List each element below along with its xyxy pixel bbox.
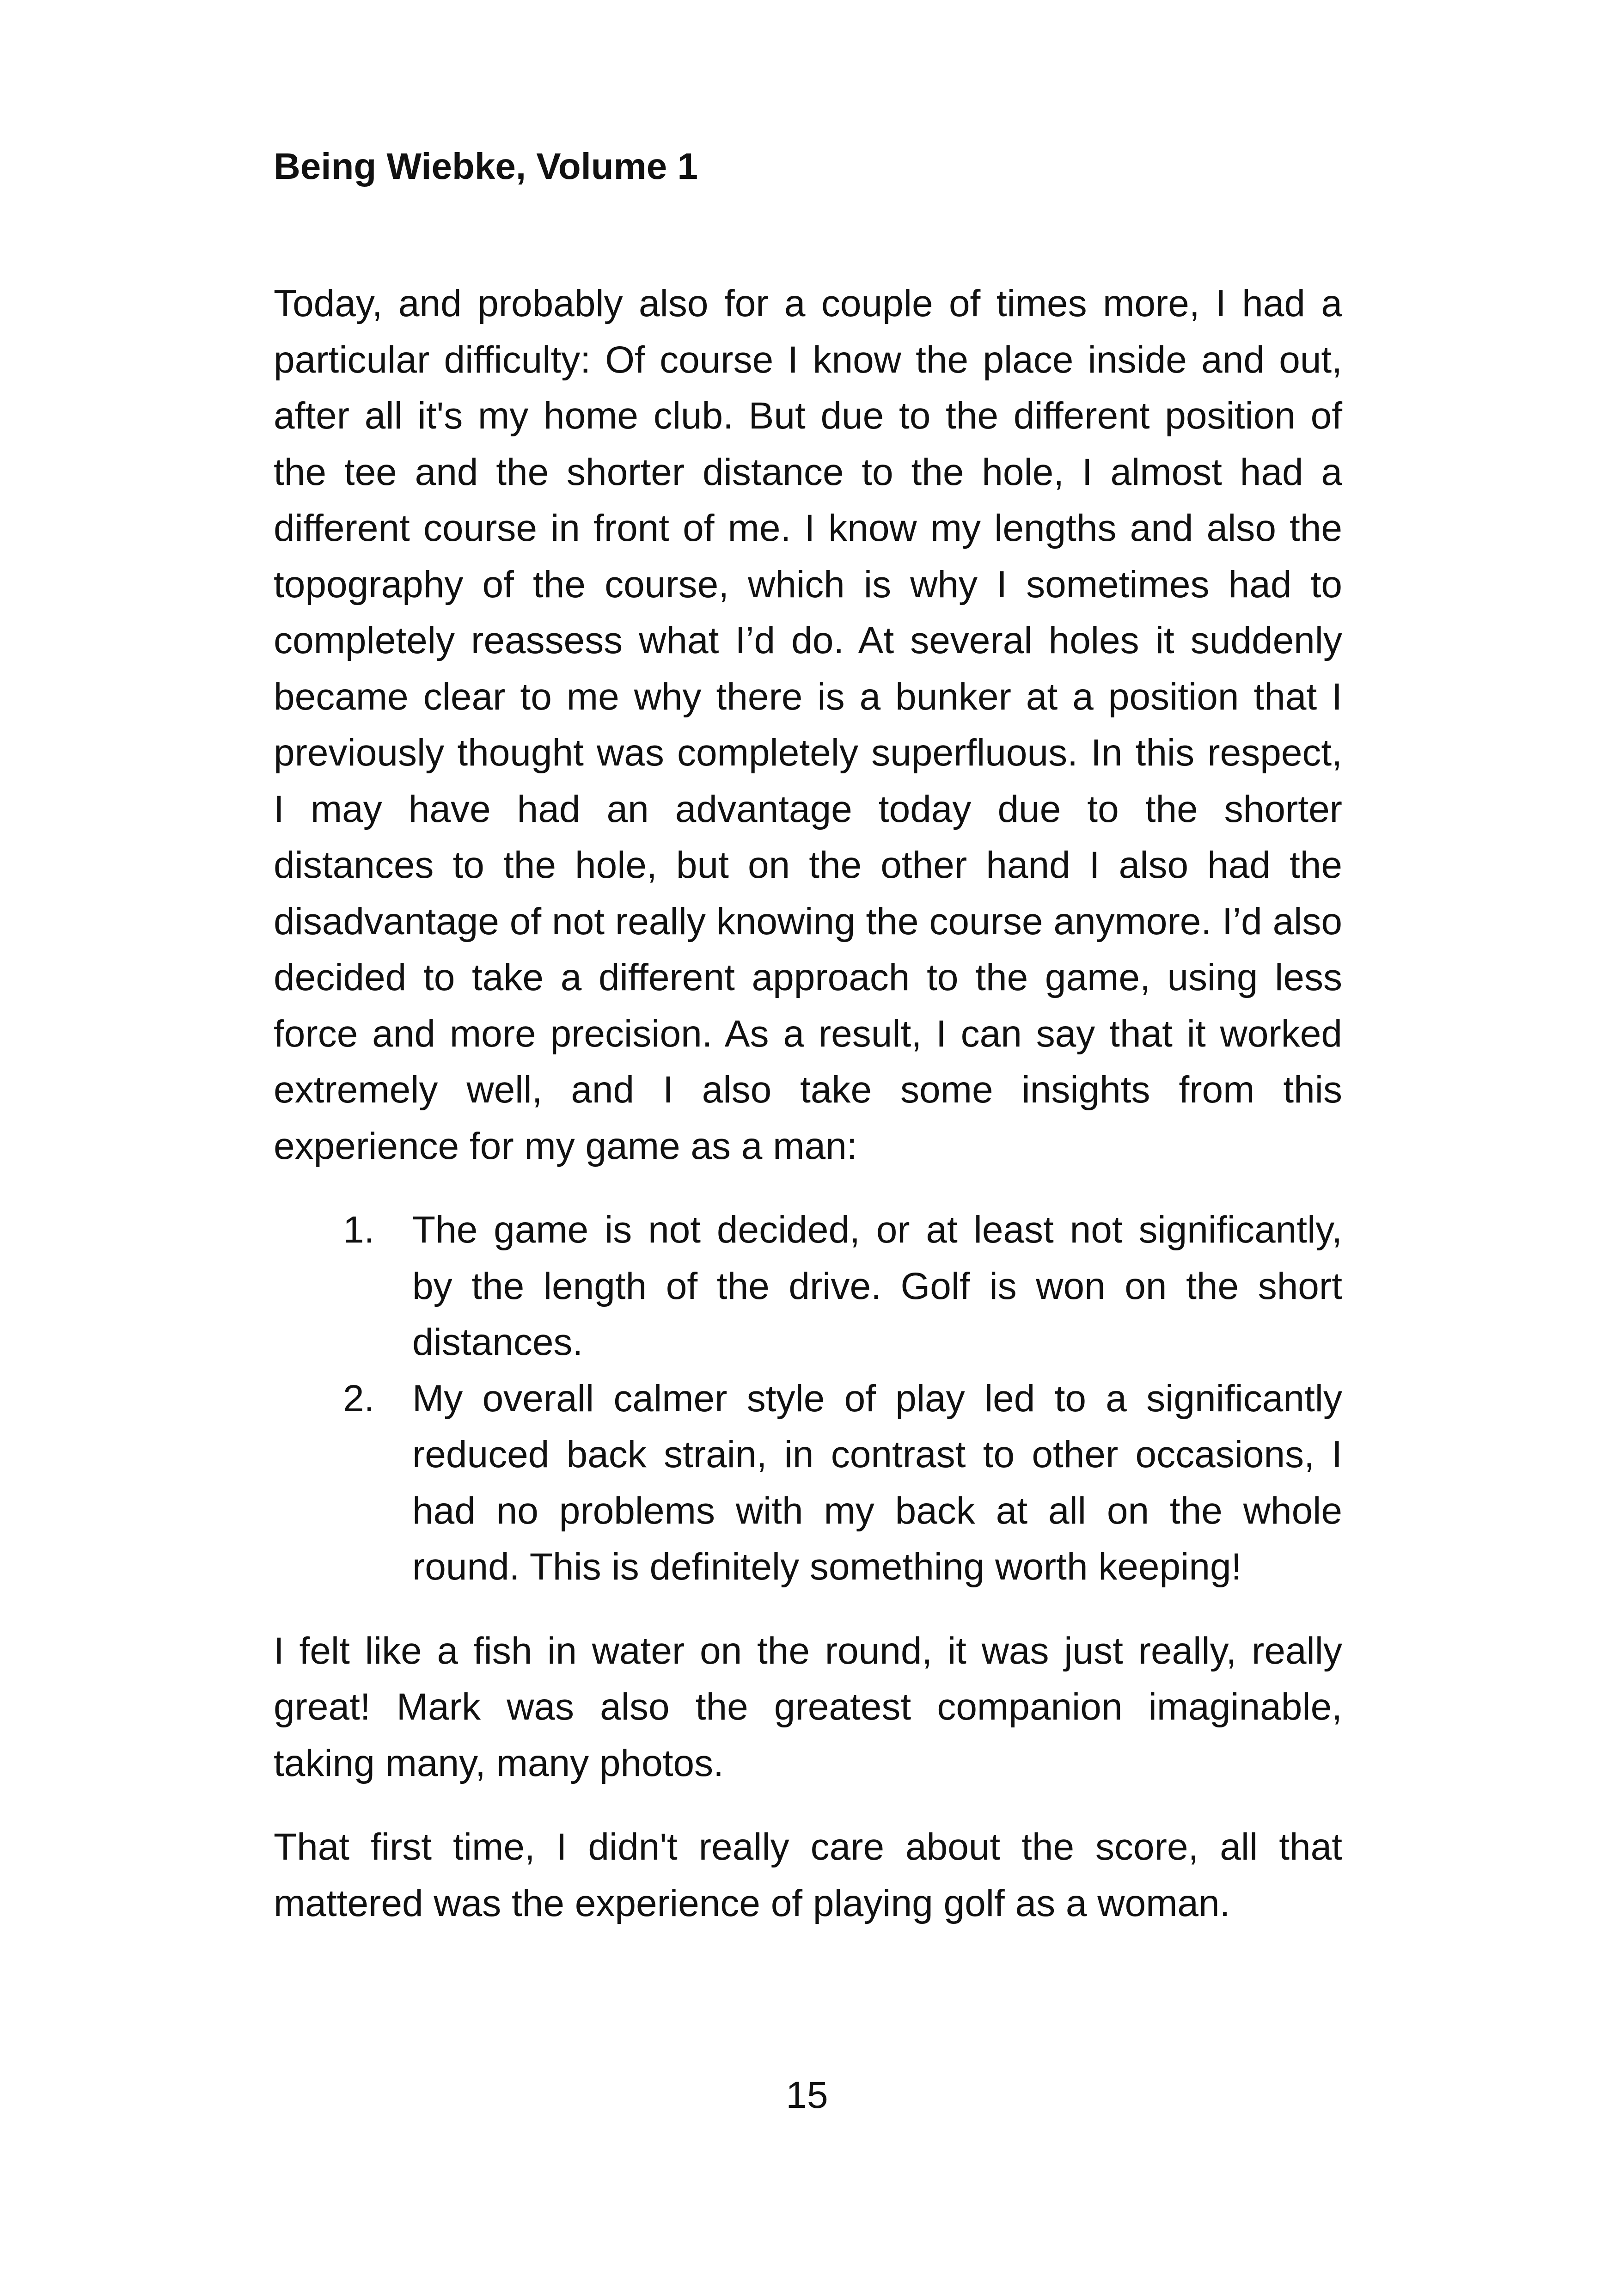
paragraph-3: That first time, I didn't really care about the score, all that mattered was the experience of playing golf as a woman.	[274, 1826, 1342, 1924]
paragraph-2: I felt like a fish in water on the round, it was just really, really great! Mark was also the greatest companion imaginable, taking many, many photos.	[274, 1629, 1342, 1784]
list-item-number: 1.	[343, 1209, 375, 1251]
list-item	[274, 1202, 1342, 1371]
list-item-text: The game is not decided, or at least not significantly, by the length of the drive. Golf is won on the short distances.	[412, 1209, 1342, 1363]
paragraph-1: Today, and probably also for a couple of times more, I had a particular difficulty: Of course I know the place inside and out, after all it's my home club. But due to the different position of the tee and the shorter distance to the hole, I almost had a different course in front of me. I know my lengths and also the topography of the course, which is why I sometimes had to completely reassess what I’d do. At several holes it suddenly became clear to me why there is a bunker at a position that I previously thought was completely superfluous. In this respect, I may have had an advantage today due to the shorter distances to the hole, but on the other hand I also had the disadvantage of not really knowing the course anymore. I’d also decided to take a different approach to the game, using less force and more precision. As a result, I can say that it worked extremely well, and I also take some insights from this experience for my game as a man:	[274, 282, 1342, 1167]
list-item	[274, 1371, 1342, 1595]
list-item-text: My overall calmer style of play led to a significantly reduced back strain, in contrast to other occasions, I had no problems with my back at all on the whole round. This is definitely something worth keeping!	[412, 1377, 1342, 1588]
list-item-number: 2.	[343, 1377, 375, 1420]
page-number: 15	[786, 2074, 828, 2116]
body-text	[274, 276, 1342, 1931]
running-title: Being Wiebke, Volume 1	[274, 146, 698, 187]
numbered-list	[274, 1202, 1342, 1595]
